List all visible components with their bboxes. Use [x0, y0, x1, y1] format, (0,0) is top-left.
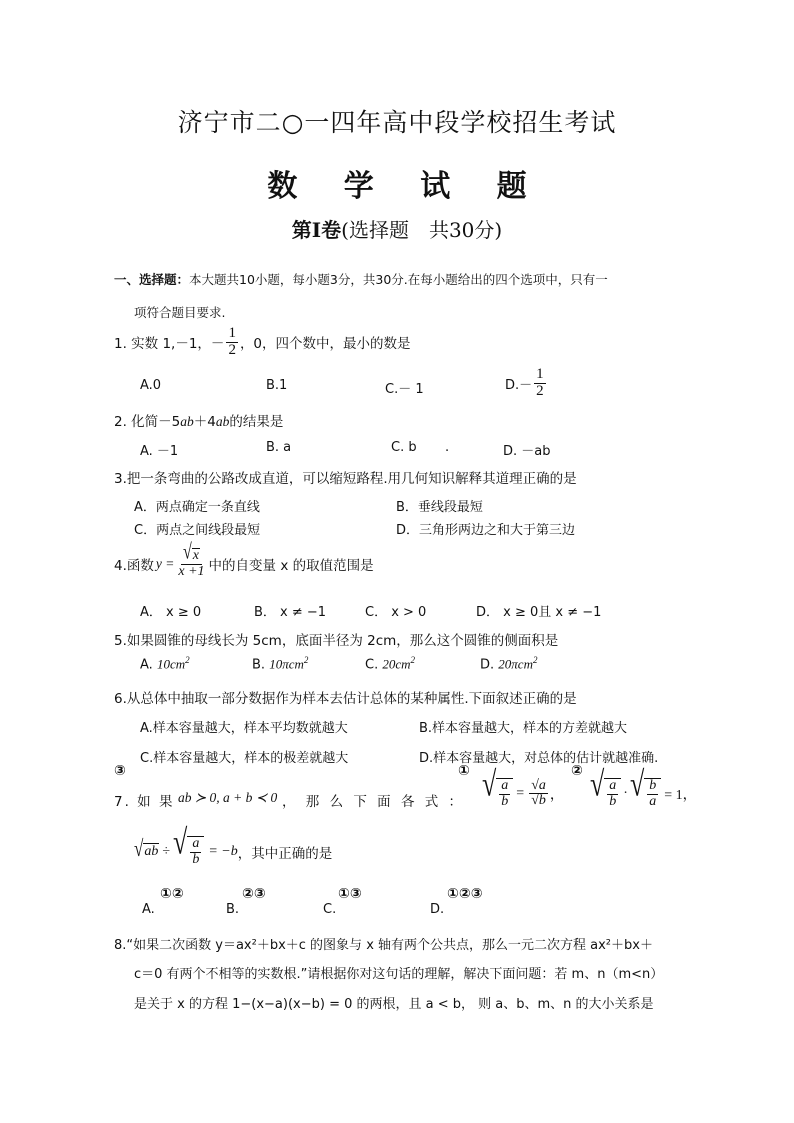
q7-f3-num: a — [192, 836, 200, 851]
q2-option-dot: . — [445, 440, 450, 455]
q7-f1-sqrt-sign: √ — [482, 764, 497, 804]
q5-option-c-value: 20cm — [382, 656, 411, 672]
q7-option-d: D. — [430, 902, 445, 917]
q1-fraction — [226, 326, 238, 359]
q5-option-c-label: C. — [365, 657, 379, 673]
q5-option-a-value: 10cm — [156, 656, 186, 672]
q1-fraction-den: 2 — [228, 341, 236, 358]
q2-post: 的结果是 — [229, 414, 284, 430]
q7-f1-rhs-den: √b — [531, 793, 546, 809]
q7-f3-sqrt-sign: √ — [173, 822, 188, 862]
q7-formula-1 — [482, 764, 564, 809]
q4-sqrt-sign: √ — [182, 541, 192, 564]
q7-option-b: B. — [226, 902, 240, 917]
q7-f1-den: b — [501, 793, 509, 809]
q2-option-c: C. b — [391, 440, 417, 455]
q2-pre: 2. 化简－5 — [114, 414, 181, 430]
q7-f2-b-den: a — [649, 793, 657, 809]
q4-fraction-num — [181, 541, 202, 565]
q7-f3-den: b — [192, 851, 200, 867]
q6-option-c: C.样本容量越大，样本的极差就越大 — [140, 751, 349, 766]
q4-radicand: x — [192, 548, 199, 564]
q3-option-a: A．两点确定一条直线 — [134, 500, 260, 515]
q4-option-d: D． x ≥ 0且 x ≠ −1 — [476, 605, 602, 620]
q2-option-d: D. －ab — [503, 444, 551, 459]
q4-pre: 4.函数 — [114, 557, 154, 574]
question-8-line-3: 是关于 x 的方程 1−(x−a)(x−b) = 0 的两根，且 a < b， 则 a、b、m、n 的大小关系是 — [134, 997, 654, 1012]
question-4 — [114, 541, 374, 580]
q2-term-2: ab — [215, 414, 230, 429]
q4-option-c: C． x > 0 — [365, 605, 427, 620]
q1-option-d — [505, 367, 548, 400]
q7-f3-sqrt — [173, 822, 204, 867]
q5-option-b-sup: 2 — [303, 655, 309, 665]
q7-circle-3: ③ — [114, 763, 126, 779]
exam-title: 济宁市二○一四年高中段学校招生考试 — [177, 108, 617, 137]
q7-f2-sqrt-a — [590, 764, 621, 809]
q4-fraction-den: x +1 — [178, 564, 205, 579]
section-intro-text: 本大题共10小题，每小题3分，共30分.在每小题给出的四个选项中，只有一 — [189, 272, 608, 287]
q7-f2-frac-a — [607, 779, 618, 809]
q4-y: y = — [155, 555, 175, 571]
q1-option-d-label: D.－ — [505, 377, 533, 393]
q4-post: 中的自变量 x 的取值范围是 — [208, 557, 374, 574]
q7-f1-comma: ， — [549, 786, 564, 803]
q5-option-a-sup: 2 — [185, 655, 190, 665]
q3-option-c: C．两点之间线段最短 — [134, 523, 261, 538]
q7-post: ，其中正确的是 — [237, 845, 333, 862]
q3-option-d: D．三角形两边之和大于第三边 — [396, 523, 576, 538]
q7-f3-radicand — [187, 836, 204, 867]
q1-fraction-num: 1 — [228, 325, 236, 341]
subject-title: 数 学 试 题 — [267, 169, 545, 204]
q7-option-c: C. — [323, 902, 337, 917]
q7-formula-3 — [134, 822, 333, 867]
q5-option-b — [252, 655, 308, 672]
q3-option-b: B．垂线段最短 — [396, 500, 483, 515]
question-6: 6.从总体中抽取一部分数据作为样本去估计总体的某种属性.下面叙述正确的是 — [114, 691, 577, 707]
q2-term-1: ab — [180, 414, 194, 429]
q7-option-d-value: ①②③ — [447, 886, 483, 902]
q7-f3-sqrt-ab — [134, 835, 159, 862]
q7-f2-sqrt-b-sign: √ — [629, 764, 645, 804]
question-1 — [114, 326, 411, 359]
part-prefix: 第Ⅰ卷 — [291, 218, 342, 242]
q1-stem-post: ，0，四个数中，最小的数是 — [239, 336, 411, 353]
q7-option-a: A. — [142, 902, 155, 917]
section-intro-continued: 项符合题目要求. — [134, 305, 226, 320]
q5-option-d-value: 20πcm — [498, 656, 533, 672]
question-3: 3.把一条弯曲的公路改成直道，可以缩短路程.用几何知识解释其道理正确的是 — [114, 471, 577, 487]
q5-option-c-sup: 2 — [410, 655, 416, 665]
part-heading — [0, 214, 794, 243]
question-2 — [114, 410, 283, 430]
question-8-line-1: 8.“如果二次函数 y＝ax²＋bx＋c 的图象与 x 轴有两个公共点，那么一元二次方程 ax²＋bx＋ — [114, 938, 653, 953]
q7-f1-num: a — [501, 778, 509, 793]
q7-option-c-value: ①③ — [338, 886, 362, 902]
q7-f1-sqrt — [482, 764, 513, 809]
q5-option-d-sup: 2 — [532, 655, 538, 665]
q7-f2-frac-b — [647, 779, 658, 809]
q7-f2-rhs: = 1， — [664, 787, 697, 803]
q7-option-b-value: ②③ — [242, 886, 266, 902]
q7-f3-sqrt-ab-sign: √ — [134, 835, 144, 862]
q5-option-a — [140, 655, 190, 672]
q7-f1-rhs — [529, 779, 548, 809]
q5-option-d — [480, 655, 537, 672]
q7-f2-b-num: b — [649, 778, 657, 793]
q7-f3-ab: ab — [144, 844, 159, 860]
q7-f1-frac — [499, 779, 510, 809]
q7-stem: 7. 如 果 — [114, 794, 175, 810]
q2-option-b: B. a — [266, 440, 292, 455]
q7-circle-1: ① — [458, 763, 470, 779]
q7-f2-a-num: a — [609, 778, 617, 793]
q4-sqrt — [182, 541, 200, 564]
q4-option-a: A． x ≥ 0 — [140, 605, 202, 620]
q7-formula-2 — [590, 764, 697, 809]
q6-option-d: D.样本容量越大，对总体的估计就越准确. — [419, 751, 659, 766]
q7-stem-2: ， 那 么 下 面 各 式 ： — [282, 794, 466, 810]
section-label: 一、选择题： — [114, 272, 190, 287]
q7-f2-sqrt-a-sign: √ — [590, 764, 605, 804]
q7-f2-radicand-b — [644, 778, 661, 809]
q7-f1-eq: = — [516, 785, 525, 801]
q2-mid: ＋4 — [193, 414, 216, 430]
q5-option-a-label: A. — [140, 657, 153, 673]
q7-f3-rhs: = −b — [208, 843, 238, 859]
question-5: 5.如果圆锥的母线长为 5cm，底面半径为 2cm，那么这个圆锥的侧面积是 — [114, 633, 559, 649]
q5-option-b-value: 10πcm — [269, 656, 304, 672]
q7-f3-div: ÷ — [162, 843, 171, 859]
q1-option-d-fraction — [534, 367, 546, 400]
q7-f2-dot: · — [623, 785, 628, 801]
q5-option-b-label: B. — [252, 657, 266, 673]
q6-option-b: B.样本容量越大，样本的方差就越大 — [419, 721, 628, 736]
q7-option-a-value: ①② — [160, 886, 184, 902]
part-suffix: (选择题 共30分) — [341, 218, 503, 242]
q7-f3-frac — [190, 837, 201, 867]
q7-condition: ab ≻ 0, a + b ≺ 0 — [178, 790, 278, 805]
q1-option-b: B.1 — [266, 378, 288, 393]
q7-f1-radicand — [496, 778, 513, 809]
question-8-line-2: c＝0 有两个不相等的实数根.”请根据你对这句话的理解，解决下面问题：若 m、n（m<n） — [134, 967, 664, 982]
q7-f2-sqrt-b — [629, 764, 661, 809]
q1-stem-pre: 1. 实数 1,－1，－ — [114, 336, 225, 353]
q7-f2-a-den: b — [609, 793, 617, 809]
q7-f2-radicand-a — [604, 778, 621, 809]
q4-option-b: B． x ≠ −1 — [254, 605, 327, 620]
q1-option-d-num: 1 — [536, 366, 544, 382]
q4-fraction — [176, 541, 206, 580]
q6-option-a: A.样本容量越大，样本平均数就越大 — [140, 721, 348, 736]
q2-option-a: A. －1 — [140, 444, 179, 459]
q5-option-d-label: D. — [480, 657, 495, 673]
section-intro — [114, 270, 608, 288]
q7-circle-2: ② — [571, 763, 583, 779]
q5-option-c — [365, 655, 415, 672]
q1-option-a: A.0 — [140, 378, 162, 393]
q1-option-c: C.－ 1 — [385, 382, 424, 397]
q7-f1-rhs-num: √a — [531, 777, 546, 793]
q1-option-d-den: 2 — [536, 382, 544, 399]
